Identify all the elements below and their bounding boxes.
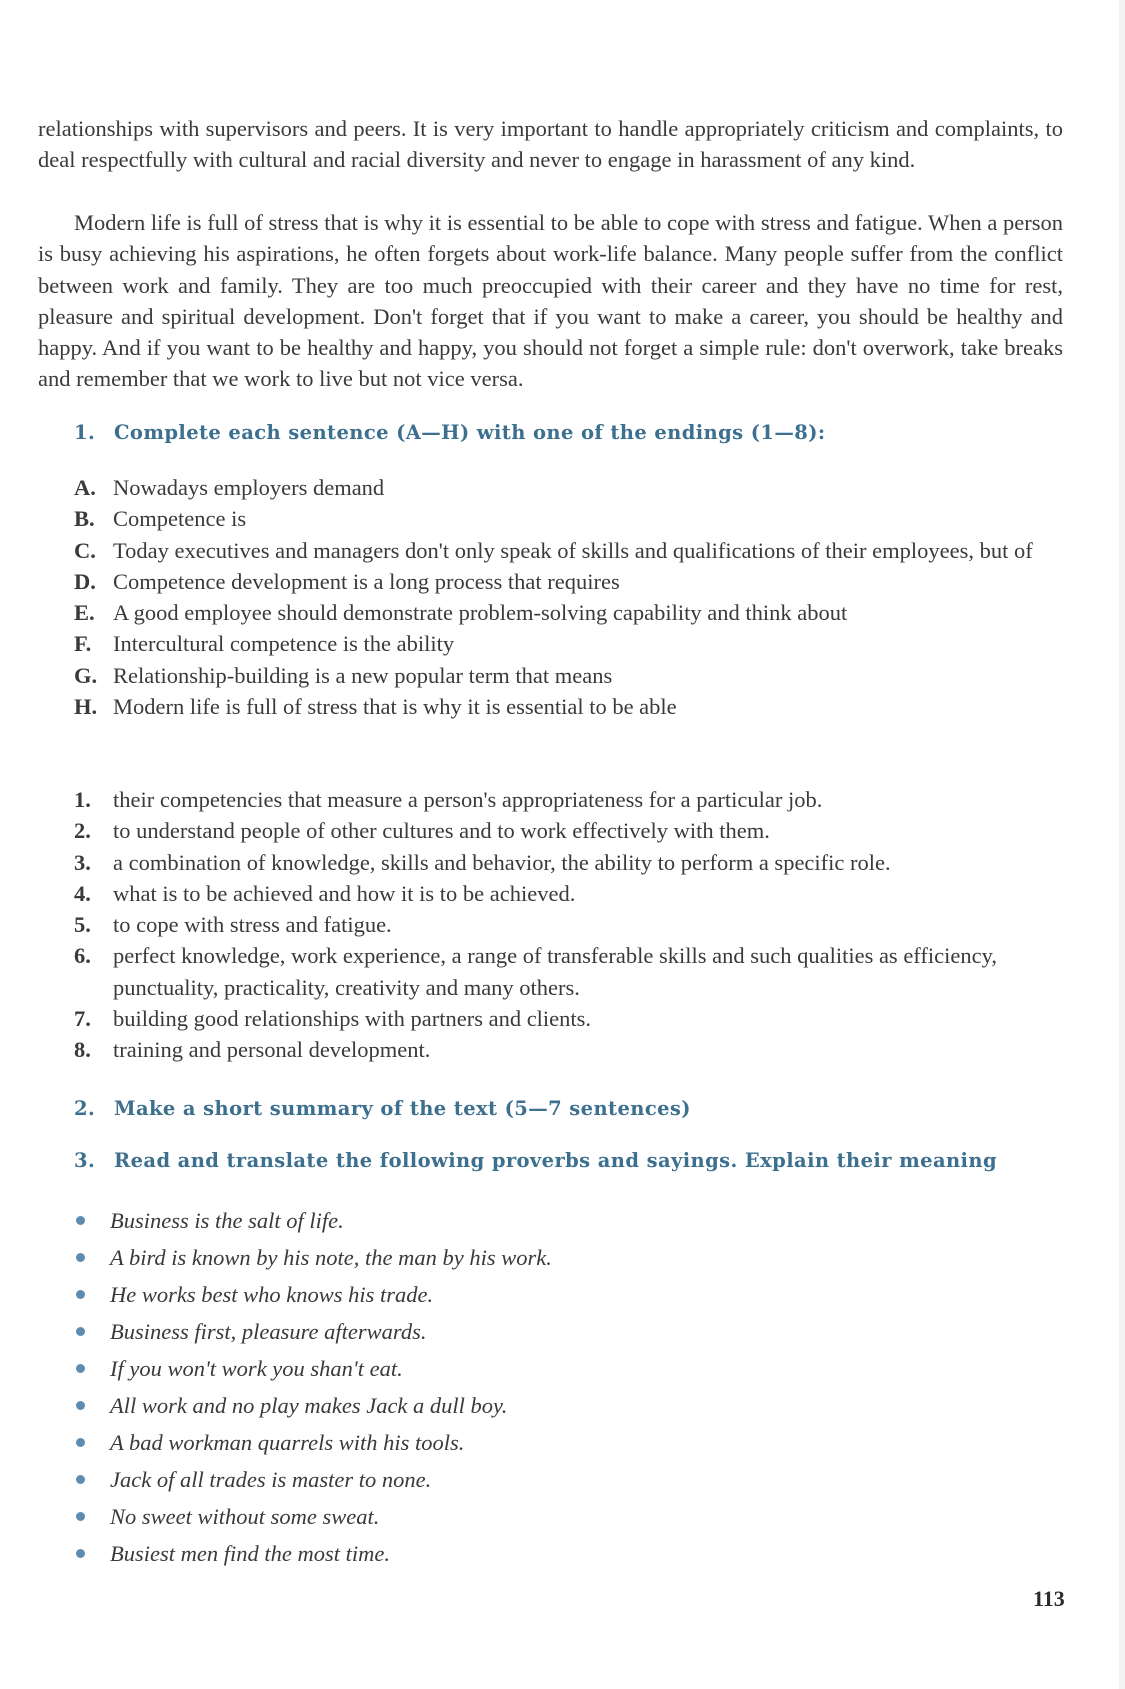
bullet-icon	[76, 1327, 85, 1336]
sentence-beginnings-list	[74, 472, 1064, 722]
list-item: 4. what is to be achieved and how it is to be achieved.	[74, 880, 576, 906]
task-number: 2.	[74, 1097, 96, 1120]
list-item: He works best who knows his trade.	[74, 1276, 974, 1313]
list-item: 5. to cope with stress and fatigue.	[74, 912, 392, 938]
list-item: E. A good employee should demonstrate problem-solving capability and think about	[74, 600, 848, 626]
bullet-icon	[76, 1364, 85, 1373]
list-item: G. Relationship-building is a new popular term that means	[74, 662, 613, 688]
page-number: 113	[1033, 1586, 1065, 1611]
list-item: A. Nowadays employers demand	[74, 475, 385, 500]
sentence-endings-list	[74, 784, 1064, 1066]
list-item: Jack of all trades is master to none.	[74, 1461, 974, 1498]
bullet-icon	[76, 1216, 85, 1225]
list-item: 6. perfect knowledge, work experience, a range of transferable skills and such qualities as efficiency, punctuality, practicality, creativity and many others.	[74, 943, 998, 1000]
task-title: Make a short summary of the text (5—7 sentences)	[114, 1097, 691, 1120]
list-item: 7. building good relationships with partners and clients.	[74, 1006, 592, 1032]
bullet-icon	[76, 1475, 85, 1484]
list-item: D. Competence development is a long process that requires	[74, 568, 620, 594]
list-item: Busiest men find the most time.	[74, 1535, 974, 1572]
page-edge	[1119, 0, 1125, 1689]
list-item: If you won't work you shan't eat.	[74, 1350, 974, 1387]
list-item: H. Modern life is full of stress that is why it is essential to be able	[74, 694, 677, 720]
bullet-icon	[76, 1512, 85, 1521]
paragraph-stress: Modern life is full of stress that is why it is essential to be able to cope with stress and fatigue. When a person is busy achieving his aspirations, he often forgets about work-life balance. Many people suffer from the conflict between work and family. They are too much preoccupied with their career and they have no time for rest, pleasure and spiritual development. Don't forget that if you want to make a career, you should be healthy and happy. And if you want to be healthy and happy, you should not forget a simple rule: don't overwork, take breaks and remember that we work to live but not vice versa.	[38, 210, 1063, 392]
list-item: C. Today executives and managers don't only speak of skills and qualifications of their employees, but of	[74, 537, 1033, 563]
paragraph-continued: relationships with supervisors and peers. It is very important to handle appropriately criticism and complaints, to deal respectfully with cultural and racial diversity and never to engage in harassment of any kind.	[38, 116, 1063, 173]
list-item: 2. to understand people of other cultures and to work effectively with them.	[74, 818, 770, 844]
list-item: F. Intercultural competence is the ability	[74, 631, 455, 657]
bullet-icon	[76, 1253, 85, 1262]
task-title: Read and translate the following proverbs and sayings. Explain their meaning	[114, 1149, 997, 1172]
list-item: Business first, pleasure afterwards.	[74, 1313, 974, 1350]
list-item: A bad workman quarrels with his tools.	[74, 1424, 974, 1461]
list-item: 3. a combination of knowledge, skills and behavior, the ability to perform a specific role.	[74, 849, 891, 875]
list-item: 1. their competencies that measure a person's appropriateness for a particular job.	[74, 787, 823, 812]
task-2-heading	[74, 1097, 691, 1120]
task-3-heading	[74, 1149, 997, 1172]
task-1-heading	[74, 421, 825, 444]
bullet-icon	[76, 1549, 85, 1558]
list-item: A bird is known by his note, the man by his work.	[74, 1239, 974, 1276]
bullet-icon	[76, 1438, 85, 1447]
list-item: B. Competence is	[74, 506, 247, 532]
task-number: 1.	[74, 421, 96, 444]
task-title: Complete each sentence (A—H) with one of the endings (1—8):	[114, 421, 826, 444]
task-number: 3.	[74, 1149, 96, 1172]
bullet-icon	[76, 1401, 85, 1410]
list-item: No sweet without some sweat.	[74, 1498, 974, 1535]
list-item: All work and no play makes Jack a dull boy.	[74, 1387, 974, 1424]
list-item: Business is the salt of life.	[74, 1202, 974, 1239]
bullet-icon	[76, 1290, 85, 1299]
list-item: 8. training and personal development.	[74, 1037, 431, 1063]
proverbs-list	[74, 1202, 974, 1572]
